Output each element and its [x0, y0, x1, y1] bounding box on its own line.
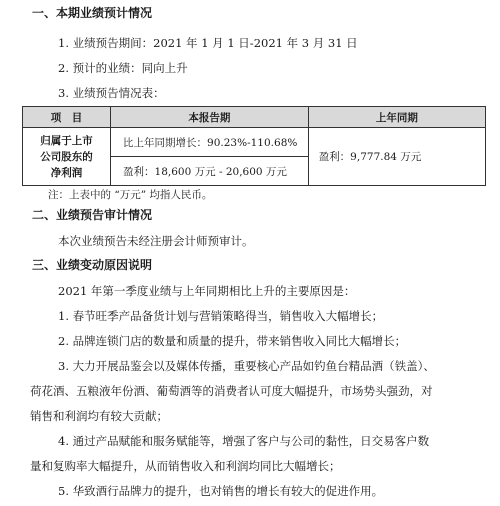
section1-title: 一、本期业绩预计情况	[32, 6, 153, 20]
reason-3-line3: 销售和利润均有较大贡献；	[30, 409, 168, 423]
audit-text: 本次业绩预告未经注册会计师预审计。	[58, 234, 254, 248]
expected-result-line: 2. 预计的业绩：同向上升	[58, 61, 188, 75]
header-prior-period: 上年同期	[308, 107, 485, 128]
current-growth-cell: 比上年同期增长：90.23%-110.68%	[111, 128, 309, 157]
reason-4-line2: 量和复购率大幅提升，从而销售收入和利润均同比大幅增长；	[30, 459, 341, 473]
table-row	[23, 128, 486, 157]
period-line: 1. 业绩预告期间：2021 年 1 月 1 日-2021 年 3 月 31 日	[58, 36, 358, 50]
header-item: 项 目	[23, 107, 111, 128]
reason-3-line2: 荷花酒、五粮液年份酒、葡萄酒等的消费者认可度大幅提升，市场势头强劲，对	[30, 384, 433, 398]
section2-title: 二、业绩预告审计情况	[32, 208, 153, 222]
performance-table	[22, 106, 486, 186]
current-profit-cell: 盈利：18,600 万元 - 20,600 万元	[111, 157, 309, 186]
row-label-line: 净利润	[50, 166, 83, 179]
table-header-row	[23, 107, 486, 128]
row-label	[23, 128, 111, 186]
section3-title: 三、业绩变动原因说明	[32, 258, 153, 272]
reasons-intro: 2021 年第一季度业绩与上年同期相比上升的主要原因是：	[58, 284, 356, 298]
reason-3-line1: 3. 大力开展品鉴会以及媒体传播，重要核心产品如钓鱼台精品酒（铁盖）、	[58, 359, 435, 373]
reason-1: 1. 春节旺季产品备货计划与营销策略得当，销售收入大幅增长；	[58, 309, 384, 323]
header-current-period: 本报告期	[111, 107, 309, 128]
reason-2: 2. 品牌连锁门店的数量和质量的提升，带来销售收入同比大幅增长；	[58, 334, 407, 348]
reason-4-line1: 4. 通过产品赋能和服务赋能等，增强了客户与公司的黏性，日交易客户数	[58, 434, 430, 448]
table-caption: 3. 业绩预告情况表：	[58, 86, 165, 100]
row-label-line: 归属于上市	[40, 134, 93, 147]
row-label-line: 公司股东的	[40, 150, 93, 163]
table-note: 注：上表中的 “万元” 均指人民币。	[48, 189, 213, 201]
prior-profit-cell: 盈利：9,777.84 万元	[308, 128, 485, 186]
reason-5: 5. 华致酒行品牌力的提升，也对销售的增长有较大的促进作用。	[58, 484, 384, 498]
